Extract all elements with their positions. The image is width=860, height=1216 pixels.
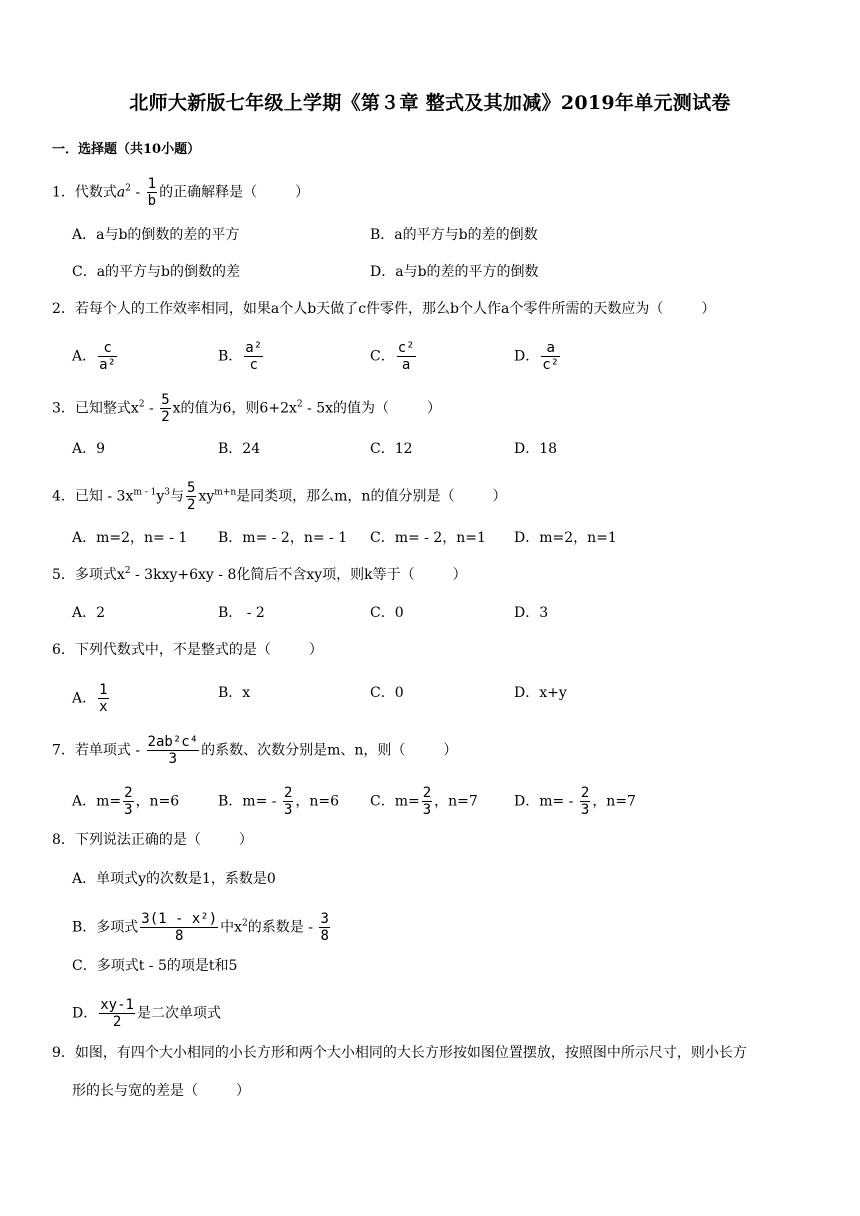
- q3-option-a: A．9: [72, 441, 106, 457]
- q1-option-d: D．a与b的差的平方的倒数: [370, 264, 539, 280]
- q4-text-end: 是同类项，那么m，n的值分别是（: [236, 488, 455, 505]
- q4-exp-2: 3: [164, 487, 171, 498]
- question-9-line-1: 9．如图，有四个大小相同的小长方形和两个大小相同的大长方形按如图位置摆放，按照图中所示尺寸，则小长方: [52, 1045, 747, 1061]
- q6-text: 6．下列代数式中，不是整式的是（: [52, 642, 271, 658]
- q3-option-d: D．18: [514, 441, 558, 457]
- q7-c-den: 3: [422, 802, 432, 818]
- q2-d-fraction: [541, 340, 560, 373]
- q7-c-num: 2: [422, 785, 432, 801]
- q3-text-end: - 5x的值为（: [302, 400, 390, 417]
- q5-text: 5．多项式x: [52, 567, 125, 583]
- question-1: [52, 176, 309, 209]
- q4-exp-1: m - 1: [133, 487, 157, 498]
- q8-b-result-den: 8: [320, 928, 329, 944]
- q6-option-a: [72, 682, 111, 715]
- q4-fraction: [186, 480, 196, 513]
- q2-option-a: [72, 340, 119, 373]
- q4-option-b: B．m= - 2，n= - 1: [218, 530, 348, 546]
- q1-minus: -: [131, 184, 145, 201]
- q8-option-c: C．多项式t - 5的项是t和5: [72, 958, 238, 974]
- q2-a-label: A．: [72, 348, 97, 365]
- q6-option-b: B．x: [218, 685, 251, 701]
- q8-option-b: [72, 911, 332, 944]
- q2-d-den: c²: [542, 357, 560, 373]
- q9-close: ）: [236, 1083, 250, 1099]
- q7-a-pre: A．m=: [72, 793, 122, 810]
- q2-option-b: [218, 340, 265, 373]
- q7-option-d: [514, 785, 636, 818]
- q8-d-post: 是二次单项式: [136, 1005, 221, 1022]
- q7-b-fraction: [283, 785, 293, 818]
- q2-b-fraction: [244, 340, 263, 373]
- q2-b-den: c: [249, 357, 258, 373]
- q3-exp: 2: [138, 399, 145, 410]
- q2-c-fraction: [397, 340, 416, 373]
- question-2: [52, 298, 715, 320]
- q7-c-fraction: [422, 785, 432, 818]
- q3-text: 3．已知整式x: [52, 400, 139, 417]
- q8-d-den: 2: [112, 1014, 122, 1030]
- q7-d-post: ，n=7: [592, 793, 636, 810]
- q6-a-num: 1: [99, 682, 108, 698]
- q8-b-num: 3(1 - x²): [141, 911, 218, 927]
- q7-frac-den: 3: [168, 751, 178, 767]
- q7-d-fraction: [580, 785, 590, 818]
- q8-b-mid2: 的系数是 -: [247, 919, 318, 936]
- q4-frac-num: 5: [187, 480, 196, 496]
- q7-b-post: ，n=6: [295, 793, 340, 810]
- q2-a-num: c: [98, 340, 117, 357]
- question-4: [52, 480, 506, 513]
- q8-close: ）: [238, 832, 253, 848]
- q7-text-end: 的系数、次数分别是m、n，则（: [201, 742, 406, 759]
- page-title: 北师大新版七年级上学期《第３章 整式及其加减》2019年单元测试卷: [129, 92, 731, 114]
- q7-option-a: [72, 785, 179, 818]
- q8-b-mid: 中x: [220, 919, 243, 936]
- q2-d-label: D．: [514, 348, 540, 365]
- q8-b-result-num: 3: [320, 911, 329, 927]
- q8-b-result-fraction: [319, 911, 329, 944]
- q7-option-b: [218, 785, 339, 818]
- q8-option-d: [72, 997, 221, 1030]
- q8-text: 8．下列说法正确的是（: [52, 832, 201, 848]
- q8-option-a: A．单项式y的次数是1，系数是0: [72, 871, 276, 887]
- q1-frac-num: 1: [147, 176, 157, 192]
- q7-frac-num: 2ab²c⁴: [147, 734, 199, 750]
- q7-b-num: 2: [283, 785, 293, 801]
- q6-a-fraction: [98, 682, 108, 715]
- q7-a-num: 2: [124, 785, 133, 801]
- q8-b-pre: B．多项式: [72, 919, 139, 936]
- q4-and: 与: [170, 488, 185, 505]
- q2-b-num: a²: [245, 340, 263, 356]
- q3-minus: -: [144, 400, 159, 417]
- question-5: [52, 564, 467, 586]
- q6-a-den: x: [99, 699, 108, 715]
- q2-option-c: [370, 340, 418, 373]
- q6-close: ）: [308, 642, 323, 658]
- q1-option-c: C．a的平方与b的倒数的差: [72, 264, 241, 280]
- q7-d-pre: D．m= -: [514, 793, 578, 810]
- q8-d-pre: D．: [72, 1005, 98, 1022]
- q4-option-a: A．m=2，n= - 1: [72, 530, 188, 546]
- q2-option-d: [514, 340, 562, 373]
- q7-b-den: 3: [283, 802, 293, 818]
- q2-b-label: B．: [218, 348, 243, 365]
- q5-option-c: C．0: [370, 605, 404, 621]
- q4-option-c: C．m= - 2，n=1: [370, 530, 486, 546]
- q7-d-num: 2: [580, 785, 590, 801]
- q8-d-fraction: [99, 997, 135, 1030]
- q9-text: 形的长与宽的差是（: [72, 1083, 198, 1099]
- question-6: [52, 639, 323, 661]
- q1-number: 1．: [52, 184, 75, 201]
- q1-var: a: [116, 184, 126, 201]
- question-9-line-2: [72, 1080, 250, 1102]
- q3-exp-2: 2: [296, 399, 303, 410]
- q4-exp-3: m+n: [214, 487, 237, 498]
- q7-b-pre: B．m= -: [218, 793, 281, 810]
- q3-close: ）: [427, 400, 442, 417]
- q8-b-exp: 2: [242, 918, 248, 929]
- section-heading: 一．选择题（共10小题）: [52, 142, 201, 157]
- q3-frac-num: 5: [161, 392, 170, 408]
- q4-frac-den: 2: [187, 497, 196, 513]
- q3-option-c: C．12: [370, 441, 413, 457]
- q2-close: ）: [701, 301, 716, 317]
- q5-option-a: A．2: [72, 605, 106, 621]
- q8-b-fraction: [140, 911, 218, 944]
- q7-text: 7．若单项式 -: [52, 742, 145, 759]
- q3-option-b: B．24: [218, 441, 261, 457]
- q7-c-pre: C．m=: [370, 793, 420, 810]
- q1-text-end: 的正确解释是（: [159, 184, 258, 201]
- q1-option-a: A．a与b的倒数的差的平方: [72, 227, 240, 243]
- q5-exp: 2: [124, 566, 131, 576]
- q5-option-b: B． - 2: [218, 605, 265, 621]
- q5-close: ）: [452, 567, 467, 583]
- q1-fraction: [147, 176, 157, 209]
- q2-a-fraction: [98, 340, 117, 373]
- q3-text-mid: x的值为6，则6+2x: [172, 400, 297, 417]
- q2-c-label: C．: [370, 348, 395, 365]
- q1-close: ）: [295, 184, 310, 201]
- q6-option-d: D．x+y: [514, 685, 567, 701]
- q7-a-fraction: [123, 785, 133, 818]
- q2-a-den: a²: [99, 357, 116, 373]
- q6-a-label: A．: [72, 690, 97, 707]
- question-3: [52, 392, 441, 425]
- q1-frac-den: b: [147, 193, 157, 209]
- q7-close: ）: [443, 742, 458, 759]
- q4-option-d: D．m=2，n=1: [514, 530, 617, 546]
- q4-text: 4．已知 - 3x: [52, 488, 134, 505]
- q3-fraction: [160, 392, 170, 425]
- q5-text-end: - 3kxy+6xy - 8化简后不含xy项，则k等于（: [130, 567, 415, 583]
- q1-option-b: B．a的平方与b的差的倒数: [370, 227, 538, 243]
- q7-fraction: [147, 734, 200, 767]
- q8-b-den: 8: [175, 928, 184, 944]
- q4-var-xy: xy: [198, 488, 215, 505]
- q2-c-den: a: [401, 357, 411, 373]
- q7-a-post: ，n=6: [135, 793, 180, 810]
- q2-c-num: c²: [397, 340, 415, 356]
- q7-c-post: ，n=7: [434, 793, 478, 810]
- q7-a-den: 3: [124, 802, 133, 818]
- q4-var-y: y: [156, 488, 165, 505]
- question-7: [52, 734, 457, 767]
- q2-text: 2．若每个人的工作效率相同，如果a个人b天做了c件零件，那么b个人作a个零件所需的天数应为（: [52, 301, 664, 317]
- q1-text: 代数式: [74, 184, 117, 201]
- q5-option-d: D．3: [514, 605, 549, 621]
- question-8: [52, 829, 253, 851]
- q8-d-num: xy-1: [100, 997, 134, 1013]
- q6-option-c: C．0: [370, 685, 404, 701]
- q2-d-num: a: [541, 340, 560, 357]
- q7-option-c: [370, 785, 478, 818]
- q1-exp: 2: [125, 183, 132, 194]
- q4-close: ）: [492, 488, 507, 505]
- q7-d-den: 3: [580, 802, 590, 818]
- q3-frac-den: 2: [161, 409, 170, 425]
